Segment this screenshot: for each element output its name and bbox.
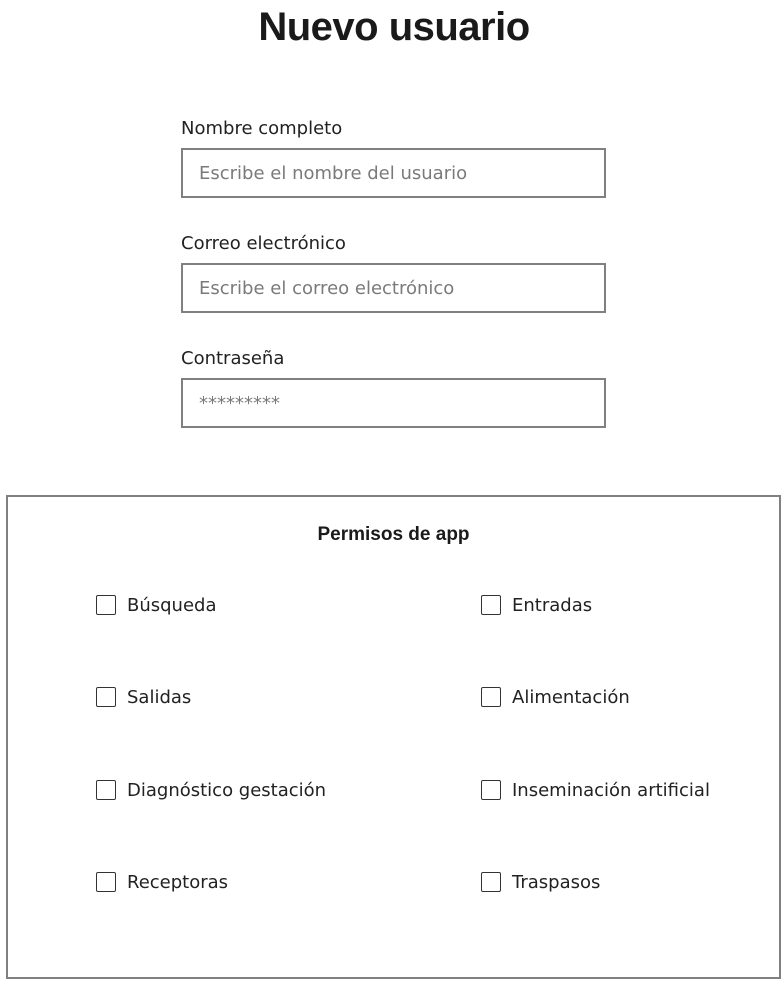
permission-busqueda[interactable] <box>96 593 217 617</box>
permission-traspasos-label: Traspasos <box>512 871 601 893</box>
permission-entradas-label: Entradas <box>512 594 593 616</box>
permission-alimentacion-checkbox[interactable] <box>481 687 501 707</box>
permission-inseminacion-artificial-checkbox[interactable] <box>481 780 501 800</box>
password-label: Contraseña <box>181 348 285 369</box>
permission-diagnostico-gestacion-checkbox[interactable] <box>96 780 116 800</box>
permission-receptoras[interactable] <box>96 870 228 894</box>
permission-salidas-checkbox[interactable] <box>96 687 116 707</box>
permission-alimentacion-label: Alimentación <box>512 686 630 708</box>
permission-receptoras-checkbox[interactable] <box>96 872 116 892</box>
email-input[interactable] <box>181 263 606 313</box>
permission-receptoras-label: Receptoras <box>127 871 229 893</box>
permission-diagnostico-gestacion[interactable] <box>96 778 326 802</box>
permission-inseminacion-artificial-label: Inseminación artificial <box>512 779 710 801</box>
permission-diagnostico-gestacion-label: Diagnóstico gestación <box>127 779 327 801</box>
permission-salidas[interactable] <box>96 685 191 709</box>
permission-entradas[interactable] <box>481 593 592 617</box>
permissions-title: Permisos de app <box>317 524 470 545</box>
password-input[interactable] <box>181 378 606 428</box>
permission-traspasos[interactable] <box>481 870 600 894</box>
permission-busqueda-label: Búsqueda <box>127 594 217 616</box>
permission-traspasos-checkbox[interactable] <box>481 872 501 892</box>
permission-alimentacion[interactable] <box>481 685 630 709</box>
app-permissions-panel <box>6 495 781 979</box>
permission-salidas-label: Salidas <box>127 686 192 708</box>
email-label: Correo electrónico <box>181 233 346 254</box>
full-name-input[interactable] <box>181 148 606 198</box>
permission-busqueda-checkbox[interactable] <box>96 595 116 615</box>
permission-entradas-checkbox[interactable] <box>481 595 501 615</box>
permission-inseminacion-artificial[interactable] <box>481 778 710 802</box>
page-title: Nuevo usuario <box>258 5 530 49</box>
password-field-group <box>181 348 606 428</box>
full-name-field-group <box>181 118 606 198</box>
email-field-group <box>181 233 606 313</box>
full-name-label: Nombre completo <box>181 118 343 139</box>
